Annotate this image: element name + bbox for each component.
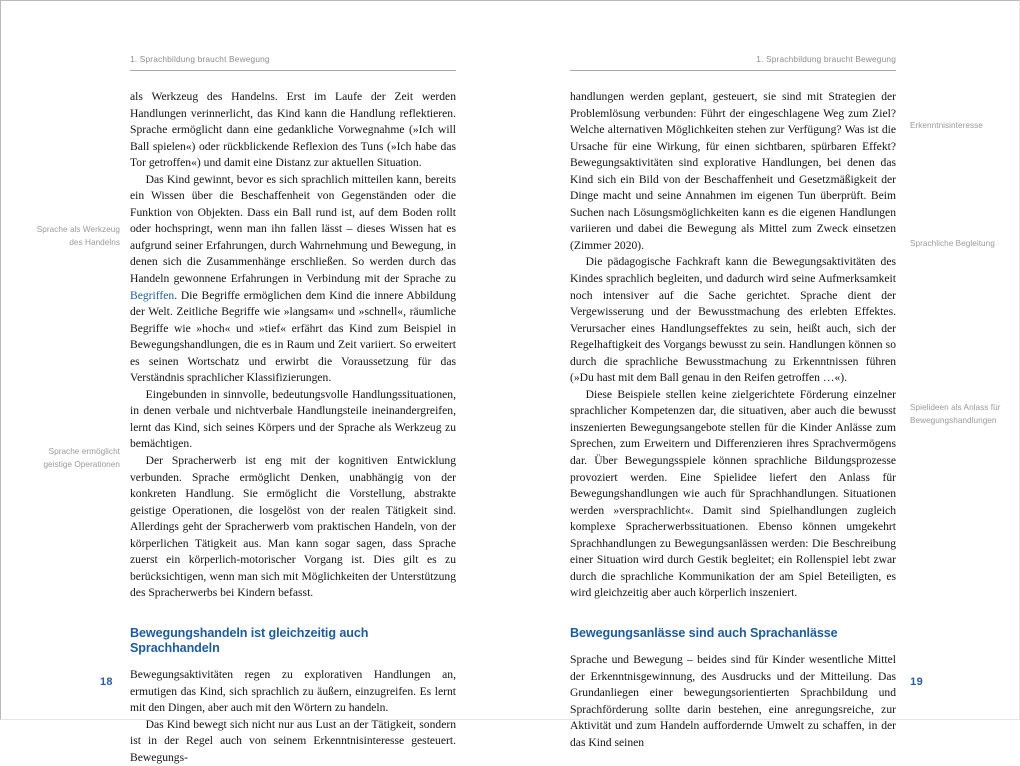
margin-note-sprache-ermoeglicht: Sprache ermöglicht geistige Operationen <box>43 447 120 470</box>
paragraph: Bewegungsaktivitäten regen zu explorativen Handlungen an, ermutigen das Kind, sich sprachlich zu äußern, einzugreifen. Es lernt mit den Dingen, aber auch mit den Wörtern zu handeln. <box>130 667 456 715</box>
paragraph: Diese Beispiele stellen keine zielgerichtete Förderung einzelner sprachlicher Kompetenzen dar, die situativen, aber auch die bewusst inszenierten Bewegungsangebote stellen für die Kinder Anlässe zum Sprechen, zum Erweitern und Differenzieren ihres Sprachvermögens dar. Über Bewegungsspiele können sprachliche Bildungsprozesse provoziert werden. Eine Spielidee liefert den Anlass für Bewegungshandlungen wie auch für Sprachhandlungen. Situationen werden »versprachlicht«. Damit sind Spielhandlungen zugleich komplexe Spracherwerbssituationen. Ebenso können umgekehrt Sprachhandlungen zu Bewegungsanlässen werden: Die Beschreibung einer Situation wird durch Gestik begleitet; ein Rollenspiel lebt zwar durch die sprachliche Kommunikation der am Spiel Beteiligten, es wird gleichzeitig aber auch körperlich inszeniert. <box>570 387 896 600</box>
paragraph-lead-text: Das Kind gewinnt, bevor es sich sprachlich mitteilen kann, bereits ein Wissen über die Beschaffenheit von Gegenständen oder die Funktion von Objekten. Dass ein Ball rund ist, auf dem Boden rollt oder hochspringt, wenn man ihn fallen lässt – dieses Wissen hat es aufgrund seiner Erfahrungen, durch Wahrnehmung und Bewegung, in denen sich die Zusammenhänge erschließen. So werden durch das Handeln gewonnene Erfahrungen in Verbindung mit der Sprache zu <box>130 172 456 286</box>
margin-note-spielideen: Spielideen als Anlass für Bewegungshandlungen <box>910 403 1001 426</box>
left-page <box>1 1 511 764</box>
text-column-left <box>130 89 456 766</box>
paragraph: Sprache und Bewegung – beides sind für Kinder wesentliche Mittel der Erkenntnisgewinnung, des Ausdrucks und der Mitteilung. Das Grundanliegen einer bewegungsorientierten Sprachbildung und Sprachförderung sollte darin bestehen, eine anregungsreiche, zur Aktivität und zum Handeln auffordernde Umwelt zu schaffen, in der das Kind seinen <box>570 652 896 749</box>
paragraph: Die pädagogische Fachkraft kann die Bewegungsaktivitäten des Kindes sprachlich begleiten, und dadurch wird seine Aufmerksamkeit noch intensiver auf die Sache gerichtet. Sprache dient der Vergewisserung und der Bewusstmachung des erlebten Effektes. Verursacher eines Handlungseffektes zu sein, heißt auch, sich der Regelhaftigkeit des Vorgangs bewusst zu sein. Handlungen können so durch die sprachliche Bewusstmachung zu Erkenntnissen führen (»Du hast mit dem Ball genau in den Reifen getroffen …«). <box>570 255 896 385</box>
paragraph: Das Kind bewegt sich nicht nur aus Lust an der Tätigkeit, sondern ist in der Regel auch von seinem Erkenntnisinteresse gesteuert. Bewegungs- <box>130 717 456 764</box>
paragraph: handlungen werden geplant, gesteuert, sie sind mit Strategien der Problemlösung verbunden: Führt der eingeschlagene Weg zum Ziel? Welche alternativen Möglichkeiten stehen zur Verfügung? Was ist die Ursache für eine Wirkung, für einen sichtbaren, spürbaren Effekt? Bewegungsaktivitäten sind explorative Handlungen, bei denen das Kind sich ein Bild von der Beschaffenheit und Gesetzmäßigkeit der Dinge macht und seine Annahmen im eigenen Tun überprüft. Beim Suchen nach Lösungsmöglichkeiten kann es die eigenen Handlungen variieren und dabei die Bewegung als Mittel zum Zweck einsetzen (Zimmer 2020). <box>570 90 896 252</box>
paragraph: Der Spracherwerb ist eng mit der kognitiven Entwicklung verbunden. Sprache ermöglicht Denken, unabhängig von der konkreten Handlung. Sie ermöglicht die Vorstellung, abstrakte geistige Operationen, die losgelöst von der realen Tätigkeit sind. Allerdings geht der Spracherwerb vom praktischen Handeln, von der körperlichen Tätigkeit aus. Man kann sogar sagen, dass Sprache zuerst ein körperlich-motorischer Vorgang ist. Dies gilt es zu berücksichtigen, wenn man sich mit Möglichkeiten der Unterstützung des Spracherwerbs bei Kindern befasst. <box>130 454 456 600</box>
margin-note-sprachliche-begleitung: Sprachliche Begleitung <box>910 239 995 248</box>
section-heading-bewegungshandeln: Bewegungshandeln ist gleichzeitig auch Sprachhandeln <box>130 625 369 655</box>
margin-note-sprache-als-werkzeug: Sprache als Werkzeug des Handelns <box>36 225 120 248</box>
paragraph: als Werkzeug des Handelns. Erst im Laufe der Zeit werden Handlungen verinnerlicht, das Kind kann die Handlung reflektieren. Sprache ermöglicht dann eine gedankliche Vorwegnahme (»Ich will Ball spielen«) oder rückblickende Reflexion des Tuns (»Ich habe das Tor getroffen«) und damit eine Distanz zur aktuellen Situation. <box>130 90 456 170</box>
text-column-right <box>570 89 896 751</box>
running-head-rule-right <box>570 70 896 71</box>
section-heading-bewegungsanlaesse: Bewegungsanlässe sind auch Sprachanlässe <box>570 625 838 640</box>
keyword-begriffen: Begriffen <box>130 288 175 302</box>
paragraph: Eingebunden in sinnvolle, bedeutungsvolle Handlungssituationen, in denen verbale und nichtverbale Handlungsteile ineinandergreifen, lernt das Kind, sich seines Körpers und der Sprache als Werkzeug zu bemächtigen. <box>130 387 456 451</box>
right-page <box>511 1 1020 749</box>
margin-note-erkenntnisinteresse: Erkenntnisinteresse <box>910 121 983 130</box>
running-head-right: 1. Sprachbildung braucht Bewegung <box>756 54 896 64</box>
running-head-left: 1. Sprachbildung braucht Bewegung <box>130 54 270 64</box>
paragraph-tail-text: . Die Begriffe ermöglichen dem Kind die innere Abbildung der Welt. Zeitliche Begriffe wie »langsam« und »schnell«, räumliche Begriffe wie »hoch« und »tief« erfährt das Kind zum Beispiel in Bewegungshandlungen, die es in Raum und Zeit variiert. So erweitert es seinen Wortschatz und erwirbt die Voraussetzung für das Verständnis sprachlicher Klassifizierungen. <box>130 288 456 385</box>
paragraph <box>130 172 456 387</box>
page-number-left: 18 <box>100 676 113 688</box>
running-head-rule-left <box>130 70 456 71</box>
page-number-right: 19 <box>910 676 923 688</box>
